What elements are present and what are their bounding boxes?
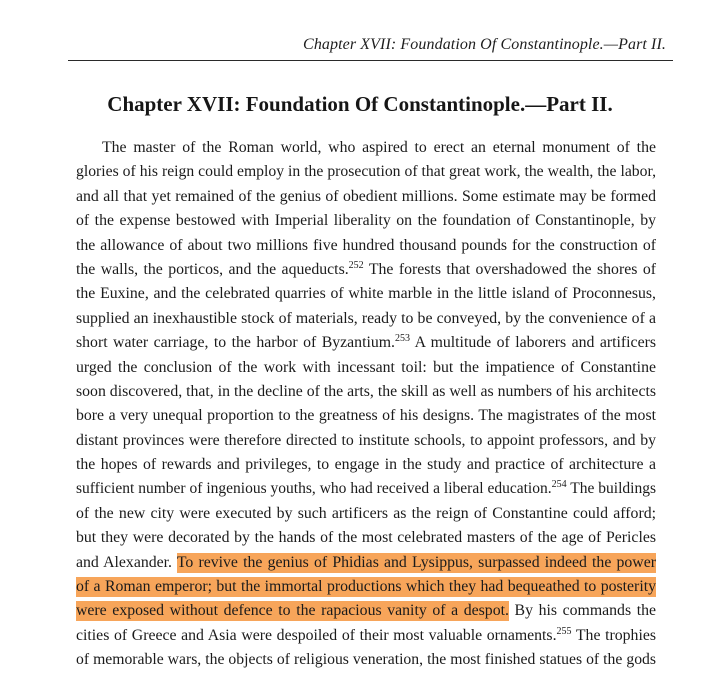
text-run: and Alexander. bbox=[76, 553, 177, 571]
text-run: A multitude of laborers and artificers bbox=[410, 334, 656, 352]
running-header: Chapter XVII: Foundation Of Constantinople.—Part II. bbox=[303, 36, 666, 53]
text-run: The trophies bbox=[571, 626, 656, 644]
text-run: The forests that overshadowed the shores of bbox=[363, 260, 656, 278]
text-line bbox=[76, 551, 656, 575]
text-line bbox=[76, 599, 656, 623]
header-divider bbox=[68, 60, 673, 61]
highlighted-passage[interactable]: of a Roman emperor; but the immortal productions which they had bequeathed to posterity bbox=[76, 578, 656, 596]
text-line: glories of his reign could employ in the prosecution of that great work, the wealth, the labor, bbox=[76, 163, 656, 181]
text-line bbox=[76, 258, 656, 282]
text-line: of memorable wars, the objects of religious veneration, the most finished statues of the gods bbox=[76, 651, 656, 669]
text-line: but they were decorated by the hands of the most celebrated masters of the age of Pericles bbox=[76, 529, 656, 547]
highlighted-passage[interactable]: To revive the genius of Phidias and Lysippus, surpassed indeed the power bbox=[176, 553, 656, 571]
text-run: The buildings bbox=[566, 480, 656, 498]
text-line: soon discovered, that, in the decline of the arts, the skill as well as numbers of his architects bbox=[76, 382, 656, 400]
text-line: of the expense bestowed with Imperial liberality on the foundation of Constantinople, by bbox=[76, 212, 656, 230]
text-line: bore a very unequal proportion to the greatness of his designs. The magistrates of the most bbox=[76, 407, 656, 425]
text-line: the allowance of about two millions five hundred thousand pounds for the construction of bbox=[76, 236, 656, 254]
footnote-reference[interactable]: 252 bbox=[348, 259, 364, 271]
footnote-reference[interactable]: 255 bbox=[556, 625, 572, 637]
text-line: distant provinces were therefore directed to institute schools, to appoint professors, and by bbox=[76, 431, 656, 449]
text-run: cities of Greece and Asia were despoiled of their most valuable ornaments. bbox=[76, 626, 557, 644]
text-line bbox=[76, 331, 656, 355]
text-line bbox=[76, 575, 656, 599]
text-line bbox=[76, 477, 656, 501]
footnote-reference[interactable]: 253 bbox=[395, 333, 410, 345]
text-run: short water carriage, to the harbor of Byzantium. bbox=[76, 334, 395, 352]
text-line: The master of the Roman world, who aspired to erect an eternal monument of the bbox=[102, 139, 656, 156]
highlighted-passage[interactable]: were exposed without defence to the rapacious vanity of a despot. bbox=[76, 602, 509, 620]
text-line: the hopes of rewards and privileges, to engage in the study and practice of architecture a bbox=[76, 456, 656, 474]
text-line: and all that yet remained of the genius of obedient millions. Some estimate may be formed bbox=[76, 187, 656, 205]
text-run: the walls, the porticos, and the aqueducts. bbox=[76, 260, 349, 278]
text-line: supplied an inexhaustible stock of materials, ready to be conveyed, by the convenience of a bbox=[76, 309, 656, 327]
body-paragraph[interactable] bbox=[76, 136, 656, 673]
text-run: By his commands the bbox=[508, 602, 657, 620]
text-line: the Euxine, and the celebrated quarries of white marble in the little island of Proconnesus, bbox=[76, 285, 656, 303]
chapter-title: Chapter XVII: Foundation Of Constantinople.—Part II. bbox=[107, 92, 613, 116]
text-line bbox=[76, 624, 656, 648]
footnote-reference[interactable]: 254 bbox=[551, 479, 567, 491]
text-line: of the new city were executed by such artificers as the reign of Constantine could afford; bbox=[76, 504, 656, 522]
text-run: sufficient number of ingenious youths, who had received a liberal education. bbox=[76, 480, 552, 498]
text-line: urged the conclusion of the work with incessant toil: but the impatience of Constantine bbox=[76, 358, 656, 376]
